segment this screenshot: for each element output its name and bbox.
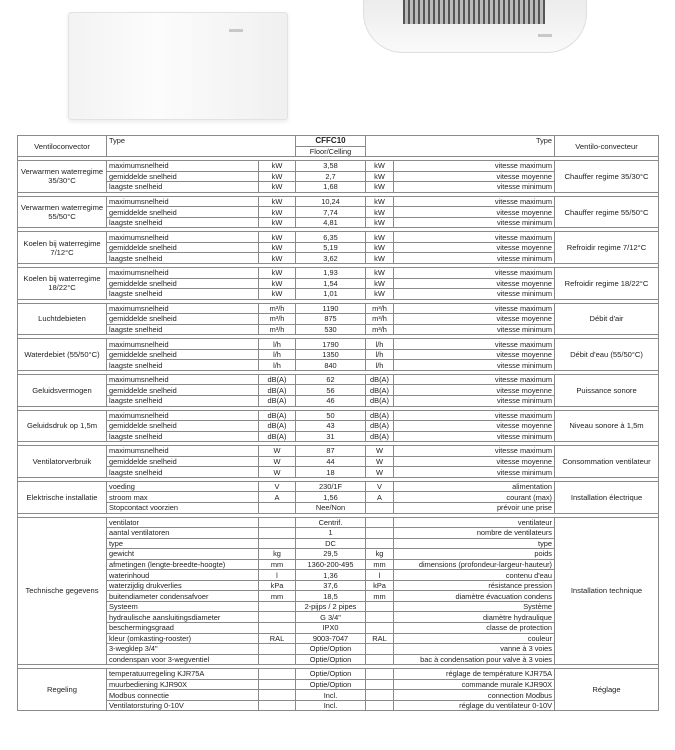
unit-nl: l: [259, 570, 296, 581]
unit-nl: RAL: [259, 633, 296, 644]
row-label-fr: vitesse minimum: [394, 396, 555, 407]
value: Optie/Option: [296, 654, 366, 665]
unit-fr: kW: [366, 232, 394, 243]
group-label-nl: Waterdebiet (55/50°C): [18, 339, 107, 371]
unit-fr: [366, 644, 394, 655]
row-label-fr: prévoir une prise: [394, 502, 555, 513]
value: 44: [296, 456, 366, 467]
unit-nl: [259, 538, 296, 549]
value: 18,5: [296, 591, 366, 602]
row-label-fr: vanne à 3 voies: [394, 644, 555, 655]
unit-nl: kW: [259, 253, 296, 264]
row-label-nl: afmetingen (lengte-breedte-hoogte): [107, 559, 259, 570]
value: 1190: [296, 303, 366, 314]
row-label-fr: couleur: [394, 633, 555, 644]
unit-fr: kW: [366, 242, 394, 253]
row-label-fr: classe de protection: [394, 622, 555, 633]
unit-fr: [366, 538, 394, 549]
row-label-fr: vitesse moyenne: [394, 278, 555, 289]
spec-row: [18, 196, 659, 207]
row-label-nl: kleur (omkasting-rooster): [107, 633, 259, 644]
value: 4,81: [296, 217, 366, 228]
floor-unit-image: [68, 12, 288, 120]
unit-nl: dB(A): [259, 374, 296, 385]
unit-fr: kW: [366, 171, 394, 182]
row-label-fr: diamètre hydraulique: [394, 612, 555, 623]
unit-nl: kW: [259, 217, 296, 228]
spec-row: [18, 303, 659, 314]
row-label-nl: gemiddelde snelheid: [107, 171, 259, 182]
row-label-nl: waterinhoud: [107, 570, 259, 581]
row-label-nl: gemiddelde snelheid: [107, 421, 259, 432]
row-label-nl: hydraulische aansluitingsdiameter: [107, 612, 259, 623]
row-label-fr: vitesse moyenne: [394, 314, 555, 325]
value: 43: [296, 421, 366, 432]
row-label-fr: réglage du ventilateur 0-10V: [394, 700, 555, 711]
unit-fr: [366, 654, 394, 665]
unit-nl: A: [259, 492, 296, 503]
unit-fr: kW: [366, 253, 394, 264]
value: Optie/Option: [296, 644, 366, 655]
row-label-nl: Modbus connectie: [107, 690, 259, 701]
value: 29,5: [296, 549, 366, 560]
spec-row: [18, 339, 659, 350]
row-label-nl: 3-wegklep 3/4": [107, 644, 259, 655]
value: 1360-200-495: [296, 559, 366, 570]
unit-nl: l/h: [259, 339, 296, 350]
row-label-nl: gemiddelde snelheid: [107, 242, 259, 253]
unit-nl: W: [259, 446, 296, 457]
header-type-fr: Type: [366, 136, 555, 157]
row-label-fr: vitesse maximum: [394, 374, 555, 385]
group-label-fr: Débit d'air: [555, 303, 659, 335]
row-label-nl: laagste snelheid: [107, 396, 259, 407]
unit-fr: kW: [366, 289, 394, 300]
value: DC: [296, 538, 366, 549]
row-label-fr: connection Modbus: [394, 690, 555, 701]
value: 1350: [296, 349, 366, 360]
value: Centrif.: [296, 517, 366, 528]
spec-row: [18, 232, 659, 243]
value: 9003-7047: [296, 633, 366, 644]
row-label-fr: vitesse moyenne: [394, 171, 555, 182]
row-label-nl: buitendiameter condensafvoer: [107, 591, 259, 602]
row-label-fr: vitesse maximum: [394, 268, 555, 279]
value: 37,6: [296, 580, 366, 591]
unit-nl: [259, 644, 296, 655]
unit-fr: kg: [366, 549, 394, 560]
unit-fr: V: [366, 481, 394, 492]
value: 46: [296, 396, 366, 407]
unit-fr: dB(A): [366, 421, 394, 432]
row-label-fr: vitesse moyenne: [394, 421, 555, 432]
unit-fr: kPa: [366, 580, 394, 591]
unit-fr: kW: [366, 161, 394, 172]
unit-nl: kPa: [259, 580, 296, 591]
group-label-nl: Ventilatorverbruik: [18, 446, 107, 478]
unit-nl: mm: [259, 559, 296, 570]
row-label-fr: vitesse minimum: [394, 289, 555, 300]
unit-fr: [366, 528, 394, 539]
unit-nl: kW: [259, 242, 296, 253]
unit-nl: dB(A): [259, 396, 296, 407]
spec-row: [18, 517, 659, 528]
row-label-nl: gemiddelde snelheid: [107, 456, 259, 467]
row-label-fr: vitesse minimum: [394, 324, 555, 335]
group-label-fr: Puissance sonore: [555, 374, 659, 406]
value: Nee/Non: [296, 502, 366, 513]
value: 6,35: [296, 232, 366, 243]
row-label-fr: vitesse maximum: [394, 232, 555, 243]
unit-fr: mm: [366, 559, 394, 570]
row-label-nl: laagste snelheid: [107, 182, 259, 193]
unit-fr: kW: [366, 278, 394, 289]
unit-nl: m³/h: [259, 314, 296, 325]
unit-nl: kW: [259, 171, 296, 182]
row-label-nl: gemiddelde snelheid: [107, 349, 259, 360]
unit-fr: kW: [366, 217, 394, 228]
row-label-fr: bac à condensation pour valve à 3 voies: [394, 654, 555, 665]
spec-table: [17, 135, 659, 711]
row-label-fr: Système: [394, 601, 555, 612]
value: 875: [296, 314, 366, 325]
unit-nl: m³/h: [259, 303, 296, 314]
value: Optie/Option: [296, 669, 366, 680]
row-label-nl: voeding: [107, 481, 259, 492]
unit-nl: W: [259, 456, 296, 467]
row-label-nl: laagste snelheid: [107, 217, 259, 228]
unit-fr: dB(A): [366, 431, 394, 442]
unit-fr: kW: [366, 207, 394, 218]
unit-nl: kW: [259, 161, 296, 172]
value: 1,01: [296, 289, 366, 300]
row-label-nl: maximumsnelheid: [107, 374, 259, 385]
spec-row: [18, 669, 659, 680]
row-label-nl: Systeem: [107, 601, 259, 612]
unit-nl: [259, 690, 296, 701]
row-label-nl: gemiddelde snelheid: [107, 385, 259, 396]
unit-nl: kW: [259, 182, 296, 193]
row-label-fr: nombre de ventilateurs: [394, 528, 555, 539]
spec-row: [18, 446, 659, 457]
unit-nl: kW: [259, 232, 296, 243]
row-label-nl: laagste snelheid: [107, 324, 259, 335]
unit-nl: [259, 700, 296, 711]
brand-logo: [229, 29, 243, 32]
unit-nl: [259, 601, 296, 612]
unit-fr: m³/h: [366, 314, 394, 325]
value: 7,74: [296, 207, 366, 218]
unit-fr: l/h: [366, 339, 394, 350]
value: 10,24: [296, 196, 366, 207]
unit-nl: [259, 612, 296, 623]
header-row: [18, 136, 659, 147]
value: 5,19: [296, 242, 366, 253]
value: 230/1F: [296, 481, 366, 492]
row-label-nl: muurbediening KJR90X: [107, 679, 259, 690]
unit-nl: [259, 502, 296, 513]
group-label-nl: Verwarmen waterregime 35/30°C: [18, 161, 107, 193]
row-label-nl: maximumsnelheid: [107, 303, 259, 314]
value: 18: [296, 467, 366, 478]
group-label-fr: Installation électrique: [555, 481, 659, 513]
unit-nl: W: [259, 467, 296, 478]
row-label-fr: vitesse moyenne: [394, 385, 555, 396]
row-label-nl: gemiddelde snelheid: [107, 314, 259, 325]
unit-fr: [366, 612, 394, 623]
group-label-fr: Refroidir regime 18/22°C: [555, 268, 659, 300]
group-label-fr: Réglage: [555, 669, 659, 711]
group-label-fr: Refroidir regime 7/12°C: [555, 232, 659, 264]
value: 2,7: [296, 171, 366, 182]
model-name: CFFC10: [296, 136, 366, 147]
row-label-fr: courant (max): [394, 492, 555, 503]
row-label-fr: alimentation: [394, 481, 555, 492]
row-label-fr: vitesse moyenne: [394, 207, 555, 218]
unit-nl: l/h: [259, 360, 296, 371]
unit-nl: dB(A): [259, 431, 296, 442]
value: 1: [296, 528, 366, 539]
air-grille: [403, 0, 545, 24]
group-label-fr: Installation technique: [555, 517, 659, 665]
brand-logo: [538, 34, 552, 37]
group-label-nl: Elektrische installatie: [18, 481, 107, 513]
row-label-fr: vitesse maximum: [394, 196, 555, 207]
row-label-fr: vitesse minimum: [394, 360, 555, 371]
group-label-nl: Verwarmen waterregime 55/50°C: [18, 196, 107, 228]
value: 840: [296, 360, 366, 371]
row-label-fr: réglage de température KJR75A: [394, 669, 555, 680]
row-label-nl: maximumsnelheid: [107, 339, 259, 350]
unit-fr: [366, 679, 394, 690]
group-label-fr: Chauffer regime 55/50°C: [555, 196, 659, 228]
row-label-nl: laagste snelheid: [107, 253, 259, 264]
unit-fr: dB(A): [366, 374, 394, 385]
spec-row: [18, 268, 659, 279]
row-label-fr: diamètre évacuation condens: [394, 591, 555, 602]
row-label-nl: ventilator: [107, 517, 259, 528]
header-category-fr: Ventilo-convecteur: [555, 136, 659, 157]
spec-row: [18, 161, 659, 172]
row-label-fr: vitesse minimum: [394, 431, 555, 442]
row-label-nl: Stopcontact voorzien: [107, 502, 259, 513]
row-label-fr: vitesse maximum: [394, 161, 555, 172]
group-label-nl: Luchtdebieten: [18, 303, 107, 335]
unit-fr: [366, 669, 394, 680]
value: G 3/4": [296, 612, 366, 623]
row-label-nl: type: [107, 538, 259, 549]
row-label-fr: vitesse maximum: [394, 339, 555, 350]
row-label-fr: vitesse minimum: [394, 467, 555, 478]
unit-nl: V: [259, 481, 296, 492]
value: Incl.: [296, 690, 366, 701]
unit-nl: dB(A): [259, 421, 296, 432]
unit-nl: l/h: [259, 349, 296, 360]
unit-fr: A: [366, 492, 394, 503]
unit-fr: l: [366, 570, 394, 581]
row-label-fr: vitesse maximum: [394, 410, 555, 421]
ceiling-unit-image: [363, 0, 585, 52]
row-label-nl: gemiddelde snelheid: [107, 207, 259, 218]
row-label-nl: maximumsnelheid: [107, 196, 259, 207]
value: IPX0: [296, 622, 366, 633]
row-label-nl: aantal ventilatoren: [107, 528, 259, 539]
value: 56: [296, 385, 366, 396]
unit-nl: [259, 654, 296, 665]
value: 1,36: [296, 570, 366, 581]
unit-nl: kg: [259, 549, 296, 560]
value: 530: [296, 324, 366, 335]
row-label-fr: vitesse minimum: [394, 217, 555, 228]
unit-fr: W: [366, 456, 394, 467]
unit-fr: l/h: [366, 360, 394, 371]
spec-row: [18, 481, 659, 492]
value: 1,93: [296, 268, 366, 279]
unit-fr: mm: [366, 591, 394, 602]
row-label-fr: vitesse moyenne: [394, 349, 555, 360]
unit-fr: dB(A): [366, 410, 394, 421]
unit-fr: kW: [366, 182, 394, 193]
unit-nl: dB(A): [259, 385, 296, 396]
row-label-nl: maximumsnelheid: [107, 446, 259, 457]
row-label-nl: condenspan voor 3-wegventiel: [107, 654, 259, 665]
unit-fr: kW: [366, 268, 394, 279]
row-label-fr: vitesse moyenne: [394, 242, 555, 253]
unit-nl: dB(A): [259, 410, 296, 421]
row-label-nl: gemiddelde snelheid: [107, 278, 259, 289]
row-label-nl: laagste snelheid: [107, 431, 259, 442]
header-category-nl: Ventiloconvector: [18, 136, 107, 157]
unit-nl: kW: [259, 196, 296, 207]
row-label-fr: dimensions (profondeur-largeur-hauteur): [394, 559, 555, 570]
row-label-nl: Ventilatorsturing 0-10V: [107, 700, 259, 711]
unit-fr: W: [366, 467, 394, 478]
value: 62: [296, 374, 366, 385]
unit-nl: kW: [259, 289, 296, 300]
row-label-nl: maximumsnelheid: [107, 161, 259, 172]
unit-nl: [259, 679, 296, 690]
row-label-nl: laagste snelheid: [107, 289, 259, 300]
unit-fr: m³/h: [366, 303, 394, 314]
spec-row: [18, 374, 659, 385]
row-label-fr: vitesse moyenne: [394, 456, 555, 467]
value: 1,54: [296, 278, 366, 289]
group-label-fr: Consommation ventilateur: [555, 446, 659, 478]
unit-fr: RAL: [366, 633, 394, 644]
unit-fr: kW: [366, 196, 394, 207]
unit-fr: [366, 502, 394, 513]
row-label-nl: maximumsnelheid: [107, 232, 259, 243]
row-label-nl: maximumsnelheid: [107, 410, 259, 421]
unit-nl: [259, 669, 296, 680]
product-photos: [0, 0, 675, 135]
unit-fr: [366, 690, 394, 701]
group-label-nl: Technische gegevens: [18, 517, 107, 665]
row-label-nl: beschermingsgraad: [107, 622, 259, 633]
row-label-nl: laagste snelheid: [107, 467, 259, 478]
unit-fr: dB(A): [366, 396, 394, 407]
value: 1,68: [296, 182, 366, 193]
row-label-fr: vitesse minimum: [394, 253, 555, 264]
group-label-nl: Geluidsvermogen: [18, 374, 107, 406]
row-label-nl: waterzijdig drukverlies: [107, 580, 259, 591]
unit-fr: [366, 601, 394, 612]
unit-nl: kW: [259, 278, 296, 289]
unit-fr: l/h: [366, 349, 394, 360]
unit-fr: dB(A): [366, 385, 394, 396]
row-label-fr: résistance pression: [394, 580, 555, 591]
row-label-fr: commande murale KJR90X: [394, 679, 555, 690]
value: 50: [296, 410, 366, 421]
row-label-fr: type: [394, 538, 555, 549]
unit-nl: m³/h: [259, 324, 296, 335]
value: 31: [296, 431, 366, 442]
group-label-nl: Geluidsdruk op 1,5m: [18, 410, 107, 442]
value: Incl.: [296, 700, 366, 711]
row-label-fr: contenu d'eau: [394, 570, 555, 581]
group-label-fr: Débit d'eau (55/50°C): [555, 339, 659, 371]
unit-nl: [259, 622, 296, 633]
row-label-fr: vitesse minimum: [394, 182, 555, 193]
row-label-nl: laagste snelheid: [107, 360, 259, 371]
unit-fr: [366, 622, 394, 633]
value: 1790: [296, 339, 366, 350]
header-type-nl: Type: [107, 136, 296, 157]
value: 3,58: [296, 161, 366, 172]
row-label-fr: vitesse maximum: [394, 446, 555, 457]
unit-nl: mm: [259, 591, 296, 602]
group-label-fr: Niveau sonore à 1,5m: [555, 410, 659, 442]
unit-fr: m³/h: [366, 324, 394, 335]
row-label-nl: stroom max: [107, 492, 259, 503]
unit-nl: [259, 528, 296, 539]
spec-row: [18, 410, 659, 421]
unit-nl: [259, 517, 296, 528]
value: 1,56: [296, 492, 366, 503]
value: Optie/Option: [296, 679, 366, 690]
row-label-fr: poids: [394, 549, 555, 560]
value: 3,62: [296, 253, 366, 264]
group-label-fr: Chauffer regime 35/30°C: [555, 161, 659, 193]
model-sub: Floor/Celling: [296, 146, 366, 157]
row-label-nl: maximumsnelheid: [107, 268, 259, 279]
unit-fr: W: [366, 446, 394, 457]
row-label-nl: temperatuurregeling KJR75A: [107, 669, 259, 680]
unit-fr: [366, 700, 394, 711]
group-label-nl: Koelen bij waterregime 7/12°C: [18, 232, 107, 264]
unit-fr: [366, 517, 394, 528]
row-label-fr: vitesse maximum: [394, 303, 555, 314]
group-label-nl: Koelen bij waterregime 18/22°C: [18, 268, 107, 300]
unit-nl: kW: [259, 207, 296, 218]
row-label-fr: ventilateur: [394, 517, 555, 528]
group-label-nl: Regeling: [18, 669, 107, 711]
value: 87: [296, 446, 366, 457]
unit-nl: kW: [259, 268, 296, 279]
value: 2-pijps / 2 pipes: [296, 601, 366, 612]
row-label-nl: gewicht: [107, 549, 259, 560]
